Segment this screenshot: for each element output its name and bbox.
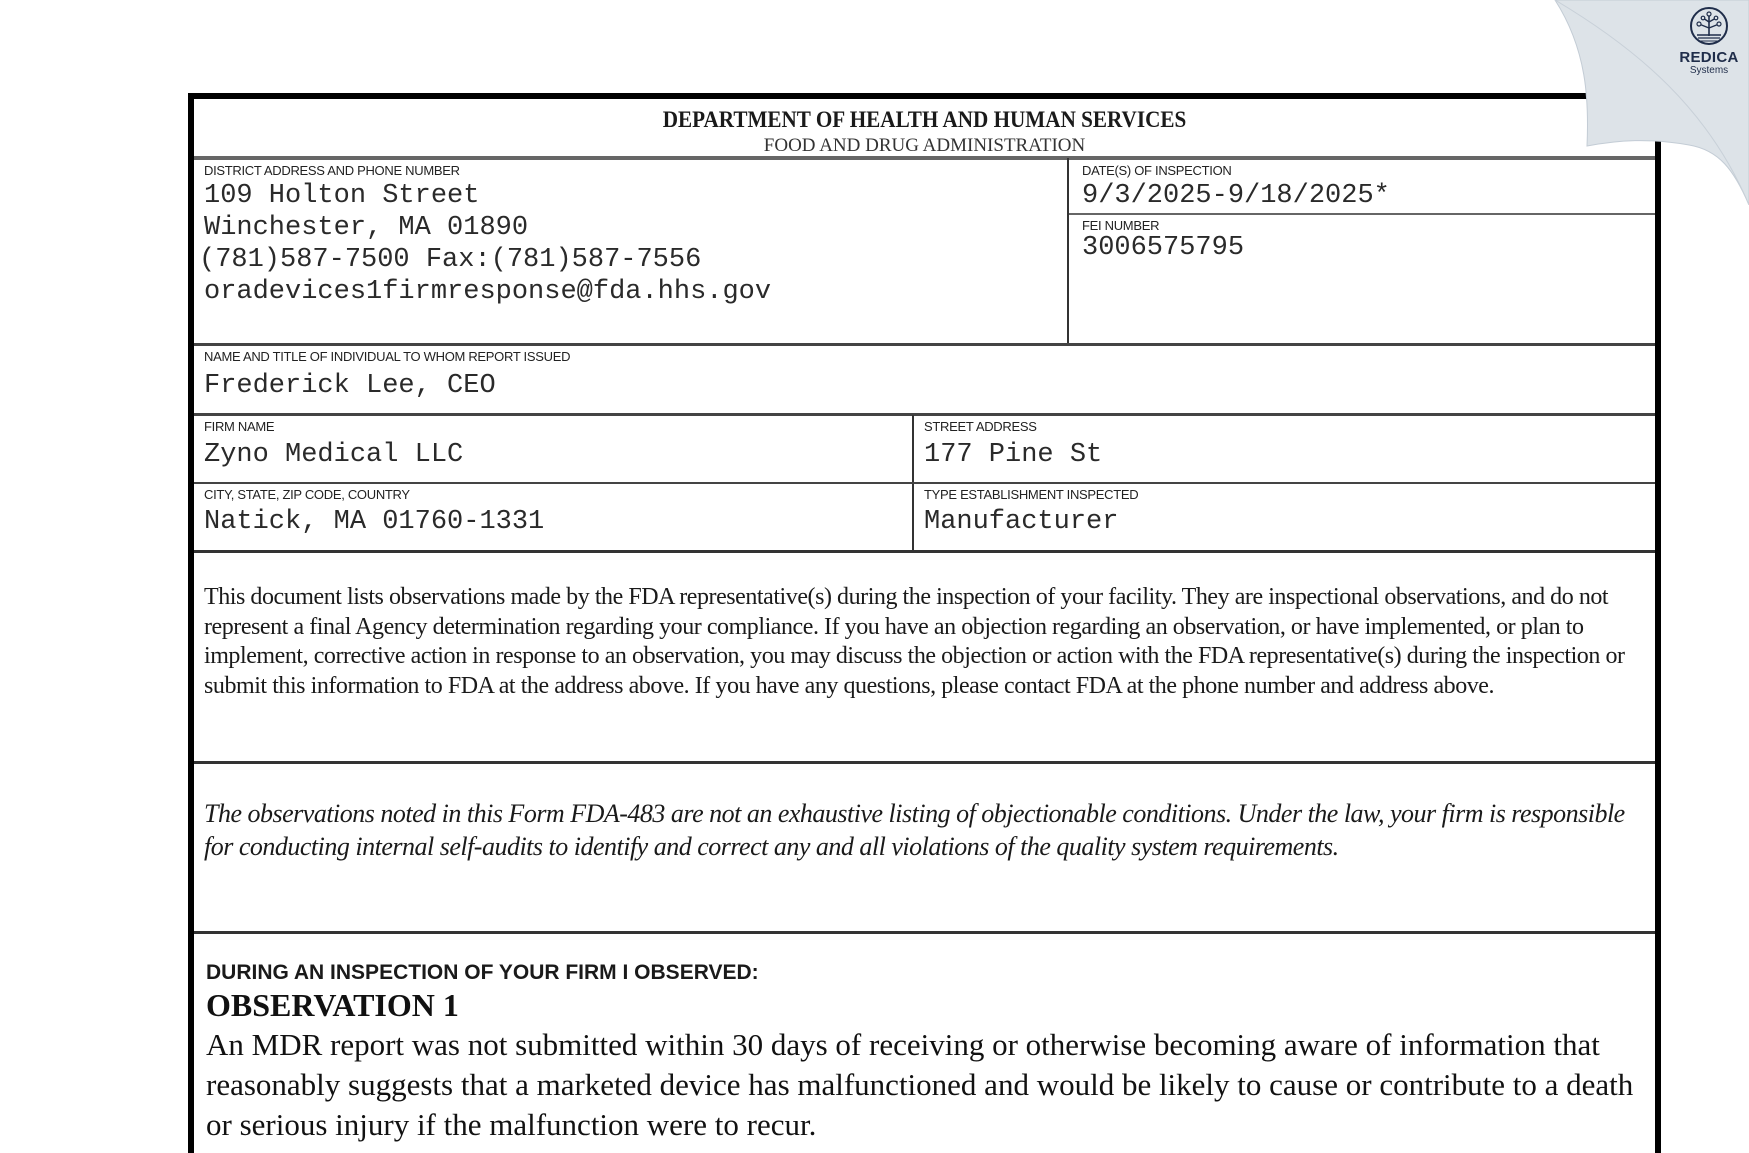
district-label: DISTRICT ADDRESS AND PHONE NUMBER — [204, 163, 460, 178]
column-divider — [1067, 158, 1069, 344]
logo-brand: REDICA — [1679, 49, 1739, 66]
district-email: oradevices1firmresponse@fda.hhs.gov — [204, 277, 772, 307]
fda-483-form — [188, 93, 1661, 1153]
inspection-dates-label: DATE(S) OF INSPECTION — [1082, 163, 1232, 178]
agency-subtitle: FOOD AND DRUG ADMINISTRATION — [763, 135, 1086, 156]
city-label: CITY, STATE, ZIP CODE, COUNTRY — [204, 487, 410, 502]
header-divider — [194, 156, 1655, 160]
department-title: DEPARTMENT OF HEALTH AND HUMAN SERVICES — [662, 107, 1187, 132]
row-divider — [194, 931, 1655, 934]
row-divider — [194, 482, 1655, 484]
logo-subtitle: Systems — [1689, 65, 1729, 76]
observation-text: An MDR report was not submitted within 30 days of receiving or otherwise becoming aware of information that reasonably suggests that a marketed device has malfunctioned and would be likely to cause or contribute to a death or serious injury if the malfunction were to recur. — [206, 1027, 1634, 1142]
inspection-dates-value: 9/3/2025-9/18/2025* — [1082, 181, 1390, 211]
recipient-value: Frederick Lee, CEO — [204, 371, 496, 401]
district-phone: (781)587-7500 Fax:(781)587-7556 — [199, 245, 702, 275]
street-address-label: STREET ADDRESS — [924, 419, 1037, 434]
firm-name-label: FIRM NAME — [204, 419, 275, 434]
district-line-1: 109 Holton Street — [204, 181, 480, 211]
fei-label: FEI NUMBER — [1082, 218, 1160, 233]
column-divider — [912, 415, 914, 553]
row-divider — [194, 343, 1655, 346]
recipient-label: NAME AND TITLE OF INDIVIDUAL TO WHOM REPORT ISSUED — [204, 349, 571, 364]
street-address-value: 177 Pine St — [924, 440, 1103, 470]
dates-divider — [1069, 213, 1655, 215]
notice-paragraph: This document lists observations made by the FDA representative(s) during the inspection of your facility. They are inspectional observations, and do not represent a final Agency determination regarding your compliance. If you have an objection regarding an observation, or have implemented, or plan to implement, corrective action in response to an observation, you may discuss the objection or action with the FDA representative(s) during the inspection or submit this information to FDA at the address above. If you have any questions, please contact FDA at the phone number and address above. — [204, 584, 1625, 699]
firm-name-value: Zyno Medical LLC — [204, 440, 464, 470]
disclaimer-paragraph: The observations noted in this Form FDA-483 are not an exhaustive listing of objectionable conditions. Under the law, your firm is responsible for conducting internal self-audits to identify and correct any and all violations of the quality system requirements. — [204, 799, 1625, 861]
row-divider — [194, 761, 1655, 764]
redica-logo — [1676, 6, 1742, 76]
row-divider — [194, 413, 1655, 416]
tree-network-icon — [1689, 6, 1729, 46]
row-divider — [194, 550, 1655, 553]
city-value: Natick, MA 01760-1331 — [204, 507, 545, 537]
establishment-type-label: TYPE ESTABLISHMENT INSPECTED — [924, 487, 1139, 502]
fei-value: 3006575795 — [1082, 233, 1245, 263]
establishment-type-value: Manufacturer — [924, 507, 1119, 537]
district-line-2: Winchester, MA 01890 — [204, 213, 529, 243]
observed-intro: DURING AN INSPECTION OF YOUR FIRM I OBSERVED: — [206, 961, 759, 984]
observation-title: OBSERVATION 1 — [206, 987, 459, 1023]
